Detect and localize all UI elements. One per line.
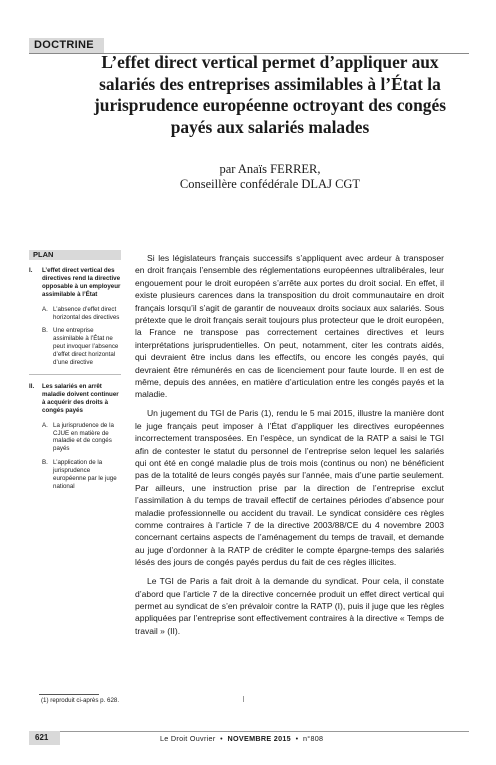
plan-subsection-text: L’absence d’effet direct horizontal des directives	[53, 305, 120, 321]
center-tick	[243, 696, 244, 702]
author-block	[80, 162, 460, 192]
body-paragraph: Si les législateurs français successifs s’appliquent avec ardeur à transposer en droit français l’ensemble des réglementations européennes ultralibérales, leur engouement pour le droit européen s’arrête aux portes du droit social. En effet, il existe plusieurs carences dans la transposition du droit communautaire en droit français lorsqu’il s’agit de garantir de nouveaux droits sociaux aux salariés. Sous prétexte que le droit français serait toujours plus protecteur que le droit européen, la France ne transpose pas correctement certaines directives et leurs interprétations jurisprudentielles. On peut, notamment, citer les contrats aidés, qui devraient être inclus dans les effectifs, ou encore les congés payés, qui devraient être rémunérés en cas de licenciement pour faute lourde. Il en est de même, depuis des années, en matière d’articulation entre les congés payés et la maladie.	[135, 253, 444, 400]
plan-subsection	[42, 422, 121, 454]
article-title: L’effet direct vertical permet d’appliquer aux salariés des entreprises assimilables à l’État la jurisprudence européenne octroyant des congés payés aux salariés malades	[94, 52, 446, 137]
plan-section-2	[29, 383, 121, 491]
plan-subsection	[42, 306, 121, 322]
body-paragraph: Le TGI de Paris a fait droit à la demande du syndicat. Pour cela, il constate d’abord que l’article 7 de la directive concernée produit un effet direct vertical qui permet au syndicat de s’en prévaloir contre la RATP (I), puis il juge que les règles appliquées par l’entreprise sont effectivement contraires à la directive « Temps de travail » (II).	[135, 576, 444, 636]
plan-subsection-number: B.	[42, 459, 48, 467]
plan-divider	[29, 374, 121, 375]
footer-journal: Le Droit Ouvrier	[160, 734, 216, 743]
plan-header: PLAN	[29, 250, 121, 260]
plan-subsection-number: B.	[42, 327, 48, 335]
plan-section-title: L’effet direct vertical des directives rend la directive opposable à un employeur assimilable à l’État	[42, 267, 121, 298]
plan-subsection	[42, 459, 121, 491]
footnote: (1) reproduit ci-après p. 628.	[41, 697, 120, 704]
article-body	[135, 252, 444, 644]
section-tag: DOCTRINE	[29, 38, 104, 53]
plan-subsection-number: A.	[42, 305, 48, 313]
author-role: Conseillère confédérale DLAJ CGT	[179, 177, 361, 191]
plan-subsection	[42, 327, 121, 367]
footnote-divider	[39, 694, 99, 695]
author-byline: par Anaïs FERRER,	[219, 162, 321, 176]
plan-subsection-number: A.	[42, 421, 48, 429]
plan-section-number: II.	[29, 382, 35, 390]
plan-section-title: Les salariés en arrêt maladie doivent continuer à acquérir des droits à congés payés	[42, 382, 119, 414]
plan-section-1	[29, 267, 121, 367]
footer-divider	[29, 731, 469, 732]
plan-section-number: I.	[29, 267, 33, 274]
plan-subsection-text: L’application de la jurisprudence européenne par le juge national	[53, 459, 117, 490]
body-paragraph: Un jugement du TGI de Paris (1), rendu le 5 mai 2015, illustre la manière dont le juge français peut imposer à l’État d’appliquer les directives européennes incorrectement transposées. En l’espèce, un syndicat de la RATP a saisi le TGI afin de contester le statut du personnel de l’entreprise selon lequel les salariés qui ont été en congé maladie plus de trois mois (continus ou non) ne bénéficient pas de la totalité de leurs congés payés sur l’année, mais d’une partie seulement. Par ailleurs, une instruction prise par la direction de l’entreprise exclut l’assimilation à du temps de travail effectif de certaines périodes d’absence pour maladie professionnelle ou accident du travail. Le syndicat considère ces règles comme contraires à l’article 7 de la directive 2003/88/CE du 4 novembre 2003 concernant certains aspects de l’aménagement du temps de travail, et demande au juge d’ordonner à la RATP de créditer le compte épargne-temps des salariés lésés des jours de congés payés perdus du fait de ces règles illicites.	[135, 408, 444, 568]
footer-issue: NOVEMBRE 2015	[227, 734, 291, 743]
footer-number: n°808	[302, 734, 324, 743]
page-number: 621	[29, 731, 60, 745]
plan-sidebar	[29, 250, 121, 491]
plan-subsection-text: La jurisprudence de la CJUE en matière de maladie et de congés payés	[53, 421, 114, 453]
plan-subsection-text: Une entreprise assimilable à l’État ne peut invoquer l’absence d’effet direct horizontal d’une directive	[53, 327, 119, 367]
footer-running-head: Le Droit Ouvrier • NOVEMBRE 2015 • n°808	[160, 734, 324, 743]
